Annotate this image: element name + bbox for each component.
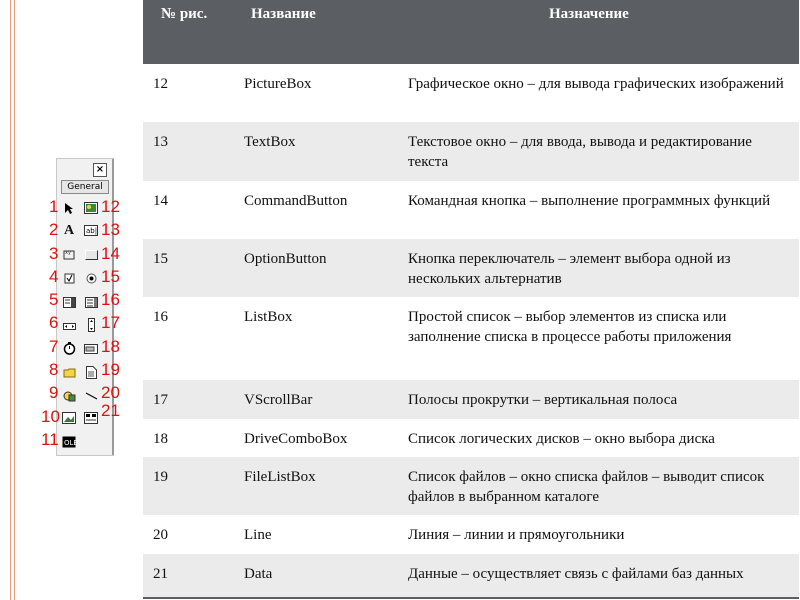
tool-number: 13 [101,220,120,239]
tool-number: 21 [101,401,120,420]
tool-number: 15 [101,267,120,286]
row-name: ListBox [244,309,293,325]
drivecombobox-icon[interactable] [84,342,98,355]
row-number: 15 [153,251,168,267]
table-row [143,515,799,554]
table-row [143,554,799,597]
row-name: TextBox [244,134,296,150]
table-bottom-border [143,597,799,599]
table-row [143,297,799,380]
tab-general[interactable]: General [61,180,109,194]
table-row [143,457,799,515]
svg-text:ab|: ab| [86,227,98,235]
tool-number: 17 [101,313,120,332]
filelistbox-icon[interactable] [84,366,98,379]
row-desc: Список логических дисков – окно выбора диска [408,431,715,447]
row-number: 12 [153,76,168,92]
row-number: 19 [153,469,168,485]
row-desc: Командная кнопка – выполнение программных функций [408,193,771,209]
row-name: FileListBox [244,469,316,485]
tool-number: 5 [49,290,59,309]
row-desc: Данные – осуществляет связь с файлами баз данных [408,566,744,582]
picturebox-icon[interactable] [84,201,98,214]
row-name: CommandButton [244,193,348,209]
row-desc: Графическое окно – для вывода графических изображений [408,76,784,92]
row-number: 16 [153,309,168,325]
tool-number: 14 [101,244,120,263]
row-name: VScrollBar [244,392,313,408]
table-row [143,419,799,457]
tool-number: 3 [49,244,59,263]
row-desc: Линия – линии и прямоугольники [408,527,625,543]
table-header [143,0,799,64]
listbox-icon[interactable] [84,296,98,309]
pointer-icon[interactable] [62,201,76,214]
frame-icon[interactable] [62,248,76,261]
row-number: 18 [153,431,168,447]
ole-icon[interactable] [62,435,76,448]
tool-number: 18 [101,337,120,356]
table-row [143,239,799,297]
shape-icon[interactable] [62,389,76,402]
row-name: OptionButton [244,251,327,267]
svg-text:xy: xy [65,250,71,256]
row-desc: Кнопка переключатель – элемент выбора одной из нескольких альтернатив [408,251,731,287]
row-number: 14 [153,193,168,209]
checkbox-icon[interactable] [62,272,76,285]
table-row [143,380,799,419]
image-icon[interactable] [62,411,76,424]
row-desc: Список файлов – окно списка файлов – выводит список файлов в выбранном каталоге [408,469,765,505]
header-number: № рис. [161,6,208,22]
label-icon[interactable]: A [63,222,75,238]
dirlistbox-icon[interactable] [62,366,76,379]
combobox-icon[interactable] [62,296,76,309]
row-desc: Простой список – выбор элементов из списка или заполнение списка в процессе работы приложения [408,309,732,345]
row-name: Data [244,566,273,582]
table-row [143,122,799,181]
header-name: Название [251,6,316,22]
tool-number: 19 [101,360,120,379]
row-name: DriveComboBox [244,431,348,447]
tool-number: 12 [101,197,120,216]
decorative-border [10,0,15,600]
row-number: 13 [153,134,168,150]
tool-number: 1 [49,197,59,216]
tool-number: 11 [41,430,59,449]
table-row [143,181,799,239]
tool-number: 16 [101,290,120,309]
commandbutton-icon[interactable] [84,248,98,261]
table-row [143,64,799,122]
row-desc: Текстовое окно – для ввода, вывода и редактирование текста [408,134,752,170]
row-number: 20 [153,527,168,543]
row-desc: Полосы прокрутки – вертикальная полоса [408,392,678,408]
tool-number: 4 [49,267,59,286]
tool-number: 8 [49,360,59,379]
textbox-icon[interactable] [84,224,98,237]
close-icon[interactable]: × [93,163,107,177]
header-purpose: Назначение [549,6,629,22]
tool-number: 9 [49,383,59,402]
data-icon[interactable] [84,411,98,424]
tool-number: 2 [49,220,59,239]
tool-number: 10 [41,407,60,426]
timer-icon[interactable] [62,342,76,355]
tool-number: 20 [101,383,120,402]
vscrollbar-icon[interactable] [84,318,98,331]
row-name: PictureBox [244,76,312,92]
row-name: Line [244,527,272,543]
tool-number: 6 [49,313,59,332]
line-icon[interactable] [84,389,98,402]
svg-text:OLE: OLE [64,438,78,447]
row-number: 21 [153,566,168,582]
row-number: 17 [153,392,168,408]
optionbutton-icon[interactable] [84,272,98,285]
tool-number: 7 [49,337,59,356]
hscrollbar-icon[interactable] [62,320,76,333]
